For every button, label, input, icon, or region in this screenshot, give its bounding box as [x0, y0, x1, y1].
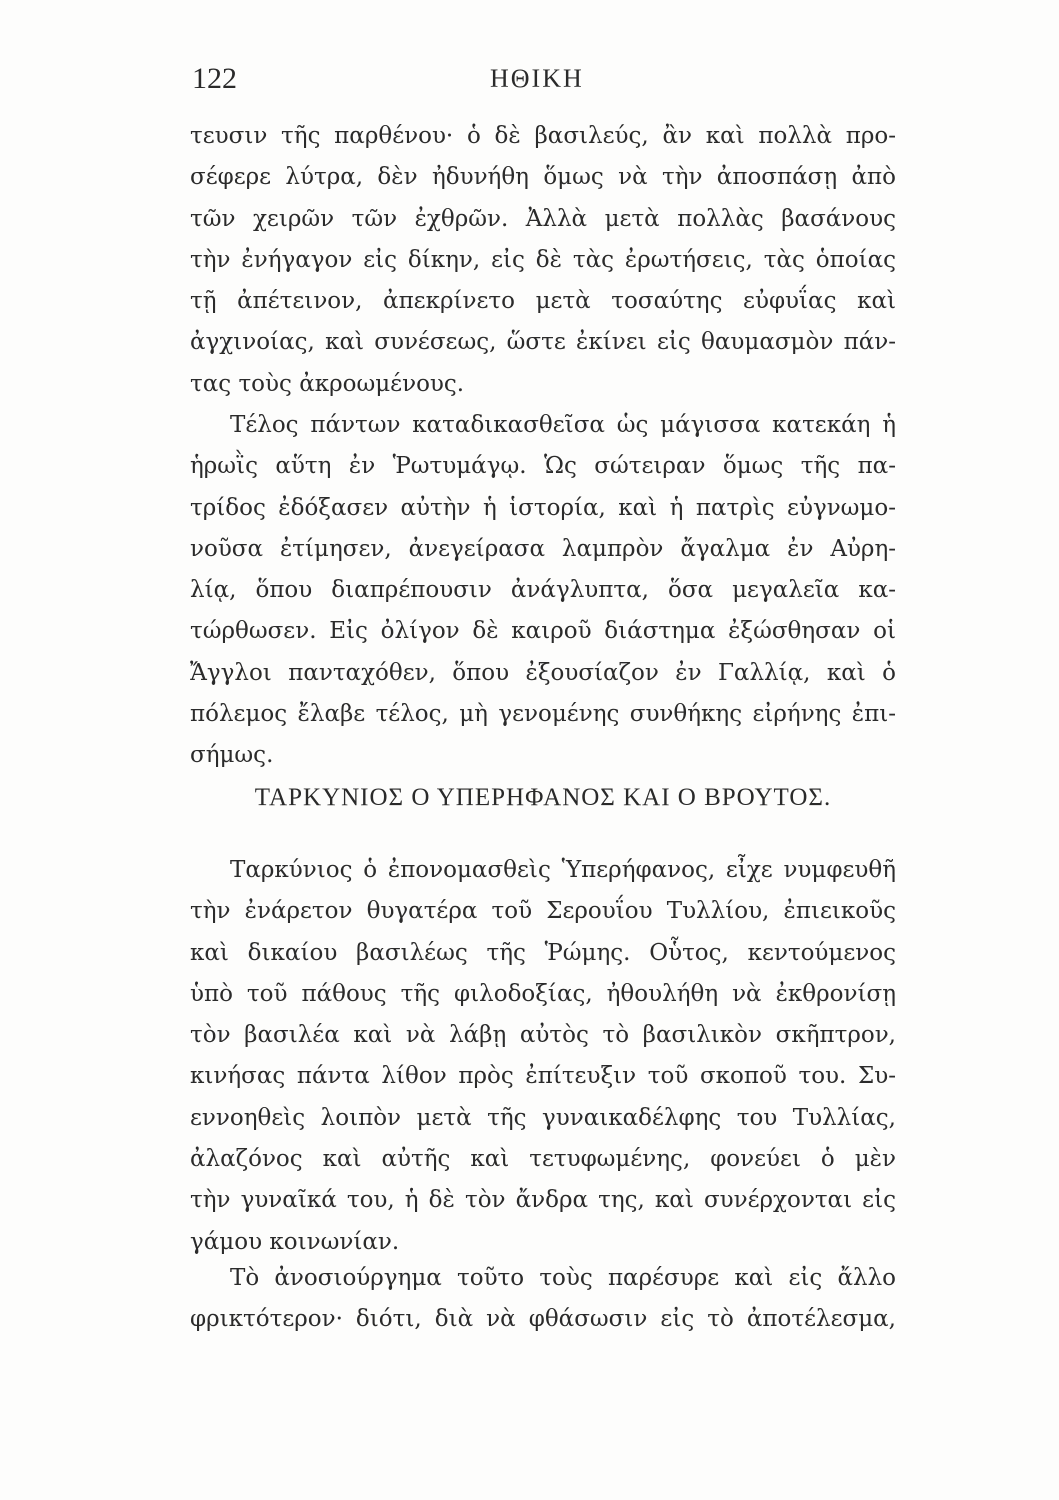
section-heading: ΤΑΡΚΥΝΙΟΣ Ο ΥΠΕΡΗΦΑΝΟΣ ΚΑΙ Ο ΒΡΟΥΤΟΣ.	[254, 784, 832, 811]
text-line: λίᾳ, ὅπου διαπρέπουσιν ἀνάγλυπτα, ὅσα μεγαλεῖα κα-	[190, 577, 896, 604]
text-line: τὸν βασιλέα καὶ νὰ λάβῃ αὐτὸς τὸ βασιλικὸν σκῆπτρον,	[190, 1022, 896, 1049]
text-line: πόλεμος ἔλαβε τέλος, μὴ γενομένης συνθήκης εἰρήνης ἐπι-	[190, 701, 896, 728]
text-line: Τὸ ἀνοσιούργημα τοῦτο τοὺς παρέσυρε καὶ εἰς ἄλλο	[230, 1265, 896, 1291]
text-line: τῶν χειρῶν τῶν ἐχθρῶν. Ἀλλὰ μετὰ πολλὰς βασάνους	[190, 205, 896, 232]
text-line: Ταρκύνιος ὁ ἐπονομασθεὶς Ὑπερήφανος, εἶχε νυμφευθῆ	[230, 857, 896, 883]
text-line: εννοηθεὶς λοιπὸν μετὰ τῆς γυναικαδέλφης του Τυλλίας,	[190, 1104, 896, 1131]
text-line: τώρθωσεν. Εἰς ὀλίγον δὲ καιροῦ διάστημα ἐξώσθησαν οἱ	[190, 618, 896, 645]
text-line: ὑπὸ τοῦ πάθους τῆς φιλοδοξίας, ἠθουλήθη νὰ ἐκθρονίσῃ	[190, 980, 896, 1007]
text-line: τας τοὺς ἀκροωμένους.	[190, 370, 465, 397]
paragraph-1	[190, 116, 896, 405]
text-line: τῇ ἀπέτεινον, ἀπεκρίνετο μετὰ τοσαύτης εὐφυΐας καὶ	[190, 288, 896, 315]
paragraph-2	[190, 405, 896, 777]
text-line: γάμου κοινωνίαν.	[190, 1228, 400, 1255]
text-line: Ἄγγλοι πανταχόθεν, ὅπου ἐξουσίαζον ἐν Γαλλίᾳ, καὶ ὁ	[190, 659, 896, 686]
text-line: φρικτότερον· διότι, διὰ νὰ φθάσωσιν εἰς τὸ ἀποτέλεσμα,	[190, 1306, 896, 1333]
page-number: 122	[192, 62, 237, 95]
paragraph-4	[190, 1258, 896, 1341]
text-line: τὴν γυναῖκά του, ἡ δὲ τὸν ἄνδρα της, καὶ συνέρχονται εἰς	[190, 1187, 896, 1214]
running-head: ΗΘΙΚΗ	[490, 64, 584, 93]
text-line: τευσιν τῆς παρθένου· ὁ δὲ βασιλεύς, ἂν καὶ πολλὰ προ-	[190, 123, 896, 149]
text-line: τρίδος ἐδόξασεν αὐτὴν ἡ ἱστορία, καὶ ἡ πατρὶς εὐγνωμο-	[190, 494, 896, 521]
text-line: τὴν ἐνάρετον θυγατέρα τοῦ Σερουΐου Τυλλίου, ἐπιεικοῦς	[190, 898, 896, 925]
text-line: ἀλαζόνος καὶ αὐτῆς καὶ τετυφωμένης, φονεύει ὁ μὲν	[190, 1146, 896, 1173]
text-line: τὴν ἐνήγαγον εἰς δίκην, εἰς δὲ τὰς ἐρωτήσεις, τὰς ὁποίας	[190, 246, 896, 273]
text-line: σήμως.	[190, 742, 274, 769]
text-line: ἀγχινοίας, καὶ συνέσεως, ὥστε ἐκίνει εἰς θαυμασμὸν πάν-	[190, 329, 896, 356]
paragraph-3	[190, 850, 896, 1263]
text-line: κινήσας πάντα λίθον πρὸς ἐπίτευξιν τοῦ σκοποῦ του. Συ-	[190, 1063, 896, 1090]
text-line: σέφερε λύτρα, δὲν ἠδυνήθη ὅμως νὰ τὴν ἀποσπάσῃ ἀπὸ	[190, 164, 896, 191]
page-header	[192, 62, 892, 102]
text-line: καὶ δικαίου βασιλέως τῆς Ῥώμης. Οὗτος, κεντούμενος	[190, 939, 896, 966]
text-line: Τέλος πάντων καταδικασθεῖσα ὡς μάγισσα κατεκάη ἡ	[230, 412, 896, 438]
text-line: ἡρωῒς αὕτη ἐν Ῥωτυμάγῳ. Ὡς σώτειραν ὅμως τῆς πα-	[190, 453, 896, 480]
text-line: νοῦσα ἐτίμησεν, ἀνεγείρασα λαμπρὸν ἄγαλμα ἐν Αὐρη-	[190, 535, 896, 562]
